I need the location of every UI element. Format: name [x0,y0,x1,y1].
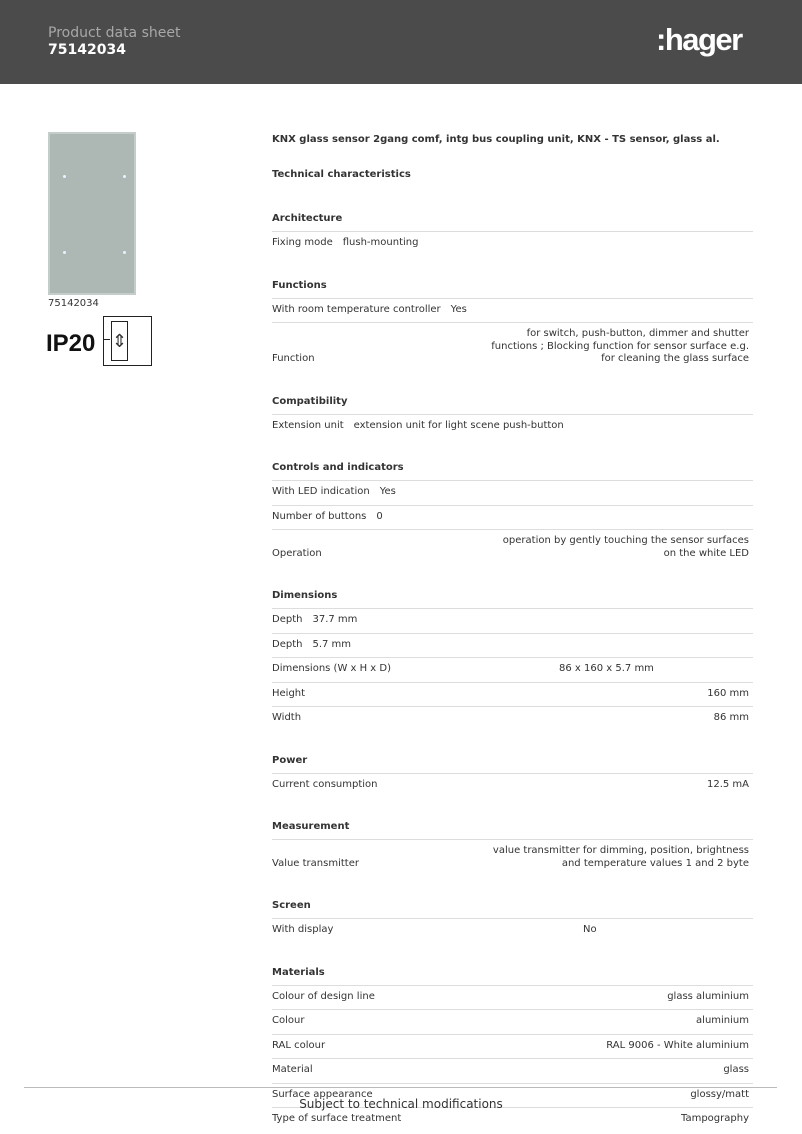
spec-value: Yes [450,303,467,315]
spec-label: Extension unit [272,419,344,431]
spec-label: Function [272,353,315,364]
spec-row [272,1058,753,1083]
spec-label: Fixing mode [272,237,333,248]
product-title: KNX glass sensor 2gang comf, intg bus coupling unit, KNX - TS sensor, glass al. [272,134,720,145]
spec-label: Colour of design line [272,990,375,1002]
spec-value: 37.7 mm [312,614,358,625]
spec-label: Depth [272,614,303,625]
spec-value: flush-mounting [342,237,419,248]
spec-label: RAL colour [272,1039,326,1051]
section-heading: Controls and indicators [272,462,404,473]
spec-row [272,985,753,1010]
spec-value: Yes [379,486,396,497]
spec-label: Surface appearance [272,1088,373,1100]
spec-row [272,918,753,943]
spec-value: extension unit for light scene push-button [353,419,564,431]
spec-label: Depth [272,638,303,650]
spec-value: aluminium [696,1015,749,1026]
spec-label: Material [272,1064,313,1075]
spec-label: Value transmitter [272,857,359,869]
spec-label: With LED indication [272,486,370,497]
spec-row [272,608,753,633]
spec-row [272,414,753,439]
spec-row [272,231,753,256]
spec-row [272,773,753,798]
spec-label: Number of buttons [272,510,367,522]
section-heading: Materials [272,966,325,978]
spec-value: 0 [376,510,383,522]
spec-value: 86 mm [713,712,749,723]
section-heading: Functions [272,279,327,291]
hager-logo: :hager [656,22,742,57]
section-heading: Architecture [272,213,343,224]
spec-label: Current consumption [272,778,378,790]
section-heading: Measurement [272,821,350,832]
ip-rating: IP20 [46,330,96,357]
product-image [48,132,136,295]
spec-value: 160 mm [707,687,749,699]
spec-row [272,298,753,323]
spec-label: Dimensions (W x H x D) [272,663,392,674]
spec-value: RAL 9006 - White aluminium [606,1039,749,1051]
tech-heading: Technical characteristics [272,169,411,180]
spec-value: for switch, push-button, dimmer and shutter functions ; Blocking function for sensor surface e.g. for cleaning the glass surface [491,328,749,364]
section-heading: Dimensions [272,590,338,601]
spec-row [272,633,753,658]
spec-label: Operation [272,547,322,559]
header-ref: 75142034 [48,42,126,58]
spec-label: Type of surface treatment [272,1113,402,1124]
spec-row [272,1034,753,1059]
product-ref: 75142034 [48,298,99,309]
spec-row [272,839,753,876]
page-header [0,0,802,84]
spec-label: With room temperature controller [272,303,441,315]
doc-type: Product data sheet [48,25,181,41]
footer-divider [24,1087,777,1088]
section-heading: Compatibility [272,395,348,407]
spec-value: value transmitter for dimming, position, brightness and temperature values 1 and 2 byte [492,845,749,869]
spec-value: No [583,924,597,935]
section-heading: Screen [272,900,311,911]
spec-row [272,1009,753,1034]
spec-row [272,682,753,707]
spec-row [272,657,753,682]
spec-value: 5.7 mm [312,638,352,650]
spec-value: glass aluminium [667,990,749,1002]
spec-label: Colour [272,1015,305,1026]
spec-value: 12.5 mA [706,778,749,790]
spec-value: Tampography [681,1113,749,1124]
spec-label: Height [272,687,306,699]
spec-row [272,505,753,530]
footer-note: Subject to technical modifications [299,1097,503,1111]
section-heading: Power [272,754,308,766]
spec-row [272,480,753,505]
ip-symbol-icon: ⇕ [103,316,152,366]
spec-value: glossy/matt [690,1088,749,1100]
spec-label: With display [272,924,334,935]
spec-label: Width [272,712,302,723]
spec-row [272,529,753,566]
spec-row [272,322,753,372]
spec-value: 86 x 160 x 5.7 mm [559,663,654,674]
spec-content [272,133,753,1132]
spec-value: operation by gently touching the sensor surfaces on the white LED [502,535,749,559]
spec-value: glass [723,1064,749,1075]
spec-row [272,706,753,731]
